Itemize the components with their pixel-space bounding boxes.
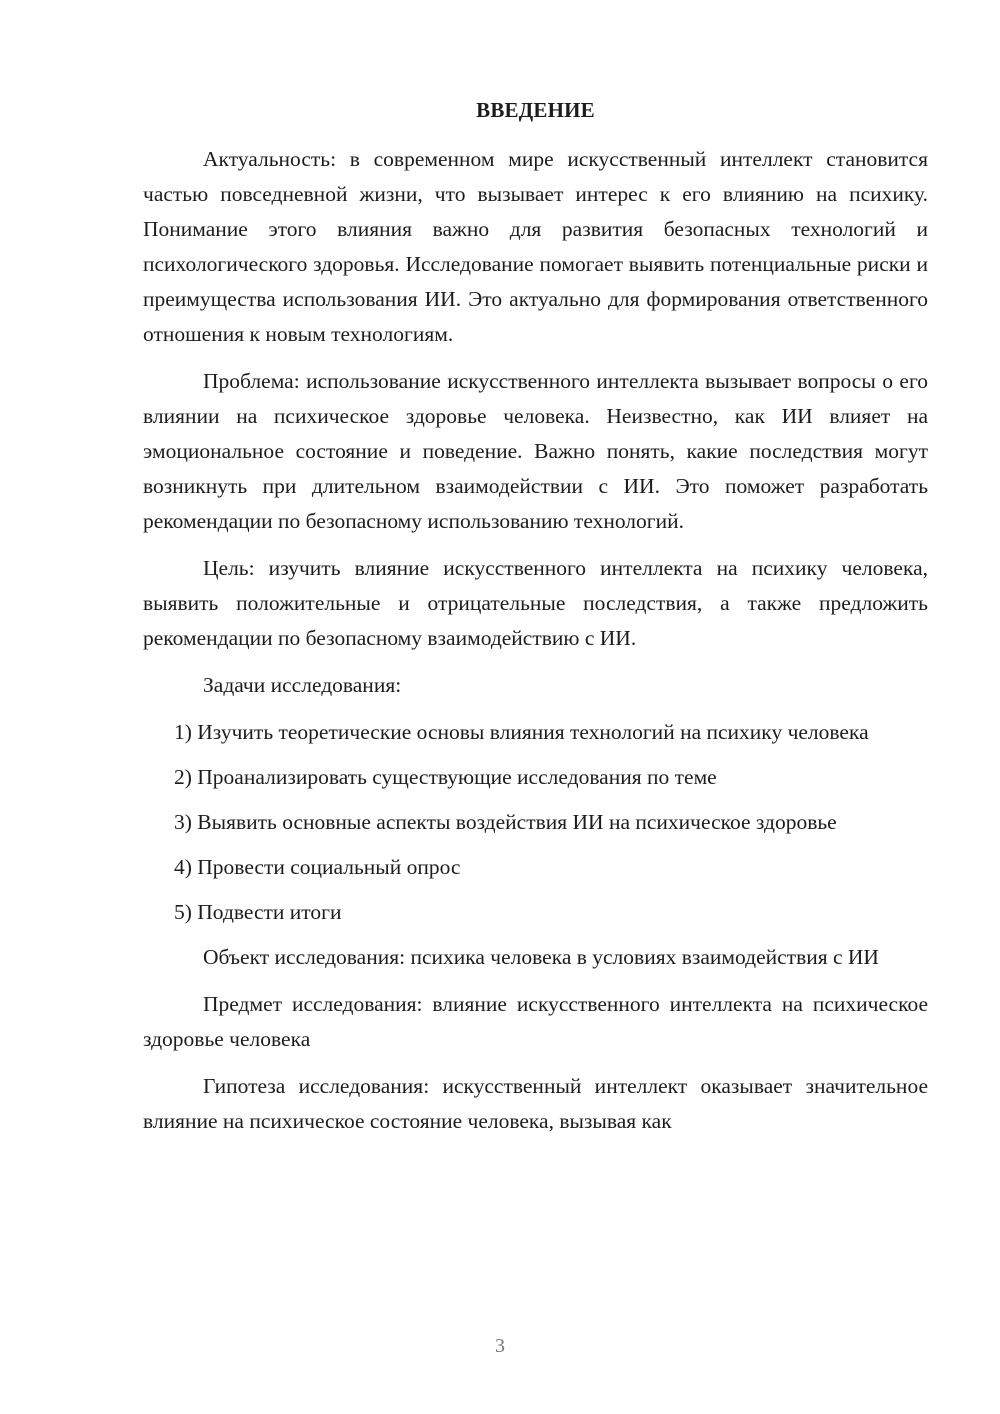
- goal-paragraph: Цель: изучить влияние искусственного интеллекта на психику человека, выявить положительные и отрицательные последствия, а также предложить рекомендации по безопасному взаимодействию с ИИ.: [143, 556, 928, 650]
- task-item: 5) Подвести итоги: [174, 900, 342, 924]
- body-text: [143, 142, 928, 1139]
- task-item: 3) Выявить основные аспекты воздействия ИИ на психическое здоровье: [174, 810, 837, 834]
- problem-paragraph: Проблема: использование искусственного интеллекта вызывает вопросы о его влиянии на психическое здоровье человека. Неизвестно, как ИИ влияет на эмоциональное состояние и поведение. Важно понять, какие последствия могут возникнуть при длительном взаимодействии с ИИ. Это поможет разработать рекомендации по безопасному использованию технологий.: [143, 369, 928, 533]
- task-item: 1) Изучить теоретические основы влияния технологий на психику человека: [174, 720, 869, 744]
- relevance-paragraph: Актуальность: в современном мире искусственный интеллект становится частью повседневной жизни, что вызывает интерес к его влиянию на психику. Понимание этого влияния важно для развития безопасных технологий и психологического здоровья. Исследование помогает выявить потенциальные риски и преимущества использования ИИ. Это актуально для формирования ответственного отношения к новым технологиям.: [143, 147, 928, 346]
- tasks-heading: Задачи исследования:: [203, 673, 402, 697]
- page-number: 3: [495, 1335, 505, 1357]
- task-item: 2) Проанализировать существующие исследования по теме: [174, 765, 717, 789]
- subject-paragraph: Предмет исследования: влияние искусственного интеллекта на психическое здоровье человека: [143, 992, 928, 1051]
- task-item: 4) Провести социальный опрос: [174, 855, 461, 879]
- section-heading: ВВЕДЕНИЕ: [476, 98, 595, 122]
- hypothesis-paragraph: Гипотеза исследования: искусственный интеллект оказывает значительное влияние на психическое состояние человека, вызывая как: [143, 1074, 928, 1133]
- object-paragraph: Объект исследования: психика человека в условиях взаимодействия с ИИ: [203, 945, 879, 969]
